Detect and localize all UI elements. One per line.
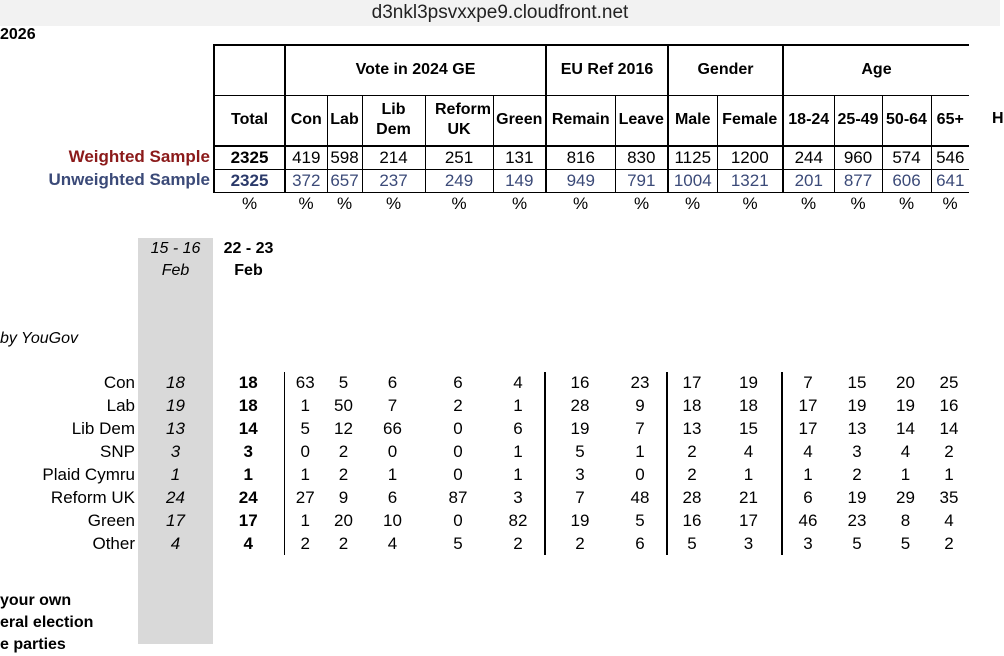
party-row xyxy=(0,509,968,532)
party-value: 5 xyxy=(852,533,862,553)
party-value: 27 xyxy=(284,486,326,509)
percent-cell: % xyxy=(511,194,528,213)
col-header-65plus: 65+ xyxy=(931,95,969,146)
col-header-reform-text: Reform UK xyxy=(435,101,492,139)
party-value: 2 xyxy=(338,465,349,484)
previous-total: 3 xyxy=(170,442,181,462)
party-value: 28 xyxy=(545,395,614,418)
col-header-25-49: 25-49 xyxy=(834,95,882,146)
party-value: 16 xyxy=(545,372,614,395)
current-total: 17 xyxy=(238,510,258,530)
party-value: 2 xyxy=(944,442,954,462)
previous-total: 17 xyxy=(166,510,185,530)
unweighted-sample-cell: 641 xyxy=(931,170,969,193)
party-value: 1 xyxy=(900,465,911,484)
current-total: 1 xyxy=(243,465,253,484)
weighted-sample-cell: 2325 xyxy=(214,146,285,170)
party-value: 4 xyxy=(387,533,398,553)
party-row xyxy=(0,486,968,509)
party-name: Lab xyxy=(106,396,135,416)
party-value: 0 xyxy=(453,419,463,439)
party-value: 0 xyxy=(284,441,326,464)
party-value: 16 xyxy=(667,509,716,532)
party-value: 9 xyxy=(635,396,645,416)
weighted-sample-cell: 830 xyxy=(615,146,668,170)
party-value: 4 xyxy=(743,442,754,462)
party-value: 28 xyxy=(667,486,716,509)
unweighted-sample-row xyxy=(214,170,969,193)
current-total: 14 xyxy=(238,419,258,439)
unweighted-sample-cell: 877 xyxy=(834,170,882,193)
party-value: 1 xyxy=(782,464,833,487)
unweighted-sample-cell: 657 xyxy=(327,170,362,193)
party-value: 19 xyxy=(545,418,614,441)
col-header-18-24: 18-24 xyxy=(783,95,834,146)
unweighted-sample-cell: 201 xyxy=(783,170,834,193)
party-row xyxy=(0,395,968,418)
party-row xyxy=(0,532,968,555)
party-value: 1 xyxy=(944,465,954,484)
question-text-fragment xyxy=(0,590,93,656)
party-value: 35 xyxy=(939,487,959,507)
percent-cell: % xyxy=(742,194,758,213)
current-total: 18 xyxy=(238,396,258,416)
party-value: 9 xyxy=(338,487,349,507)
party-value: 5 xyxy=(338,373,349,393)
weighted-sample-cell: 251 xyxy=(425,146,493,170)
party-value: 0 xyxy=(635,465,645,484)
group-eu-ref: EU Ref 2016 xyxy=(546,45,668,95)
weighted-sample-cell: 546 xyxy=(931,146,969,170)
party-value: 4 xyxy=(782,441,833,464)
party-value: 20 xyxy=(896,373,915,393)
crosstab-header xyxy=(213,44,969,215)
party-value: 87 xyxy=(448,487,468,507)
question-line-3: e parties xyxy=(0,636,66,653)
party-value: 1 xyxy=(284,509,326,532)
previous-date-range: 15 - 16 xyxy=(150,240,201,257)
weighted-sample-cell: 574 xyxy=(882,146,931,170)
party-value: 5 xyxy=(453,533,463,553)
party-name: Lib Dem xyxy=(71,419,135,439)
previous-total: 24 xyxy=(166,487,185,507)
party-name: Green xyxy=(87,510,135,530)
party-value: 2 xyxy=(944,533,954,553)
party-row xyxy=(0,464,968,487)
party-value: 7 xyxy=(545,486,614,509)
weighted-sample-cell: 1125 xyxy=(668,146,717,170)
party-value: 0 xyxy=(387,442,398,462)
party-value: 19 xyxy=(739,373,758,393)
party-value: 21 xyxy=(739,487,758,507)
percent-row xyxy=(214,193,969,216)
unweighted-sample-cell: 1004 xyxy=(668,170,717,193)
percent-cell: % xyxy=(451,194,467,213)
party-value: 1 xyxy=(387,465,398,484)
weighted-sample-label: Weighted Sample xyxy=(68,147,210,166)
party-name: Reform UK xyxy=(50,487,135,507)
weighted-sample-cell: 244 xyxy=(783,146,834,170)
party-value: 18 xyxy=(739,396,758,416)
party-value: 6 xyxy=(513,419,523,439)
party-value: 15 xyxy=(739,419,758,439)
party-value: 17 xyxy=(739,510,758,530)
question-line-1: your own xyxy=(0,592,72,609)
col-header-50-64: 50-64 xyxy=(882,95,931,146)
party-name: Other xyxy=(92,533,135,553)
party-row xyxy=(0,372,968,395)
previous-date-label xyxy=(138,238,213,282)
col-header-remain: Remain xyxy=(546,95,615,146)
party-value: 17 xyxy=(782,395,833,418)
current-total: 24 xyxy=(238,487,258,507)
party-value: 3 xyxy=(782,532,833,555)
weighted-sample-cell: 598 xyxy=(327,146,362,170)
party-value: 20 xyxy=(334,510,353,530)
unweighted-sample-cell: 1321 xyxy=(717,170,783,193)
current-date-month: Feb xyxy=(234,262,263,279)
party-row xyxy=(0,441,968,464)
party-value: 14 xyxy=(939,419,959,439)
blank-group-cell xyxy=(214,45,285,95)
percent-cell: % xyxy=(942,194,958,213)
percent-cell: % xyxy=(241,194,258,213)
percent-cell: % xyxy=(633,194,650,213)
party-value: 2 xyxy=(852,465,862,484)
party-value: 18 xyxy=(667,395,716,418)
party-value: 2 xyxy=(453,396,463,416)
party-value: 2 xyxy=(545,532,614,555)
percent-cell: % xyxy=(385,194,402,213)
question-line-2: eral election xyxy=(0,614,94,631)
source-fragment: by YouGov xyxy=(0,330,78,347)
party-value: 1 xyxy=(743,465,754,484)
party-value: 0 xyxy=(453,442,463,462)
party-value: 5 xyxy=(284,418,326,441)
percent-cell: % xyxy=(898,194,915,213)
party-value: 46 xyxy=(782,509,833,532)
party-value: 66 xyxy=(383,419,402,439)
year-fragment: 2026 xyxy=(0,26,36,43)
party-value: 3 xyxy=(743,533,754,553)
party-value: 16 xyxy=(939,396,959,416)
party-value: 14 xyxy=(896,419,915,439)
party-value: 3 xyxy=(852,442,862,462)
party-value: 1 xyxy=(635,442,645,462)
party-value: 1 xyxy=(513,396,523,416)
party-value: 1 xyxy=(284,395,326,418)
group-gender: Gender xyxy=(668,45,783,95)
col-header-female: Female xyxy=(717,95,783,146)
col-header-reform xyxy=(425,95,493,146)
col-header-leave: Leave xyxy=(615,95,668,146)
party-value: 5 xyxy=(900,533,911,553)
hidden-column-fragment: H xyxy=(992,110,1004,127)
party-value: 12 xyxy=(334,419,353,439)
party-value: 0 xyxy=(453,465,463,484)
browser-url-bar[interactable] xyxy=(0,0,1000,26)
percent-cell: % xyxy=(850,194,866,213)
group-age: Age xyxy=(783,45,969,95)
col-header-green: Green xyxy=(493,95,546,146)
weighted-sample-cell: 1200 xyxy=(717,146,783,170)
party-value: 7 xyxy=(387,396,398,416)
unweighted-sample-cell: 237 xyxy=(362,170,425,193)
party-value: 63 xyxy=(284,372,326,395)
party-value: 15 xyxy=(847,373,867,393)
group-vote-2024: Vote in 2024 GE xyxy=(285,45,546,95)
party-value: 19 xyxy=(896,396,915,416)
url-text: d3nkl3psvxxpe9.cloudfront.net xyxy=(371,2,629,23)
previous-total: 1 xyxy=(170,465,181,484)
party-value: 2 xyxy=(338,442,349,462)
previous-total: 13 xyxy=(166,419,185,439)
previous-total: 19 xyxy=(166,396,185,416)
party-value: 17 xyxy=(782,418,833,441)
unweighted-sample-cell: 149 xyxy=(493,170,546,193)
party-value: 2 xyxy=(667,464,716,487)
col-header-con: Con xyxy=(285,95,327,146)
party-value: 19 xyxy=(847,487,867,507)
current-date-label xyxy=(213,238,284,282)
current-total: 3 xyxy=(243,442,253,462)
party-value: 1 xyxy=(513,442,523,462)
party-value: 50 xyxy=(334,396,353,416)
party-value: 10 xyxy=(383,510,402,530)
weighted-sample-cell: 816 xyxy=(546,146,615,170)
party-value: 13 xyxy=(667,418,716,441)
current-date-range: 22 - 23 xyxy=(223,240,274,257)
party-value: 13 xyxy=(847,419,867,439)
column-header-row xyxy=(214,95,969,146)
party-value: 17 xyxy=(667,372,716,395)
col-header-male: Male xyxy=(668,95,717,146)
party-value: 4 xyxy=(944,510,954,530)
voting-intention-table xyxy=(0,372,968,555)
unweighted-sample-cell: 949 xyxy=(546,170,615,193)
unweighted-sample-cell: 2325 xyxy=(214,170,285,193)
party-value: 2 xyxy=(284,532,326,555)
unweighted-sample-cell: 372 xyxy=(285,170,327,193)
col-header-libdem: Lib Dem xyxy=(362,95,425,146)
party-name: SNP xyxy=(100,442,135,462)
party-value: 19 xyxy=(847,396,867,416)
party-value: 2 xyxy=(513,533,523,553)
group-header-row xyxy=(214,45,969,95)
current-total: 4 xyxy=(243,533,253,553)
party-value: 25 xyxy=(939,373,959,393)
percent-cell: % xyxy=(298,194,314,213)
unweighted-sample-cell: 606 xyxy=(882,170,931,193)
party-name: Con xyxy=(103,373,135,393)
party-value: 6 xyxy=(387,487,398,507)
party-value: 3 xyxy=(545,464,614,487)
party-value: 48 xyxy=(630,487,650,507)
previous-total: 4 xyxy=(170,533,181,553)
col-header-total: Total xyxy=(214,95,285,146)
party-value: 2 xyxy=(338,533,349,553)
previous-total: 18 xyxy=(166,373,185,393)
party-value: 7 xyxy=(782,372,833,395)
party-value: 4 xyxy=(900,442,911,462)
party-value: 0 xyxy=(453,510,463,530)
party-row xyxy=(0,418,968,441)
party-value: 5 xyxy=(545,441,614,464)
percent-cell: % xyxy=(336,194,353,213)
party-value: 7 xyxy=(635,419,645,439)
party-value: 5 xyxy=(635,510,645,530)
weighted-sample-cell: 214 xyxy=(362,146,425,170)
party-value: 1 xyxy=(284,464,326,487)
percent-cell: % xyxy=(800,194,817,213)
party-value: 6 xyxy=(387,373,398,393)
percent-cell: % xyxy=(572,194,589,213)
party-value: 6 xyxy=(453,373,463,393)
party-value: 82 xyxy=(508,510,528,530)
party-value: 23 xyxy=(630,373,650,393)
party-name: Plaid Cymru xyxy=(42,465,135,484)
party-value: 6 xyxy=(635,533,645,553)
party-value: 1 xyxy=(513,465,523,484)
weighted-sample-cell: 131 xyxy=(493,146,546,170)
previous-date-month: Feb xyxy=(161,262,190,279)
col-header-lab: Lab xyxy=(327,95,362,146)
party-value: 29 xyxy=(896,487,915,507)
party-value: 6 xyxy=(782,486,833,509)
unweighted-sample-cell: 791 xyxy=(615,170,668,193)
unweighted-sample-cell: 249 xyxy=(425,170,493,193)
party-value: 5 xyxy=(667,532,716,555)
party-value: 23 xyxy=(847,510,867,530)
weighted-sample-cell: 419 xyxy=(285,146,327,170)
unweighted-sample-label: Unweighted Sample xyxy=(48,170,210,189)
weighted-sample-row xyxy=(214,146,969,170)
party-value: 8 xyxy=(900,510,911,530)
weighted-sample-cell: 960 xyxy=(834,146,882,170)
current-total: 18 xyxy=(238,373,258,393)
party-value: 2 xyxy=(667,441,716,464)
party-value: 19 xyxy=(545,509,614,532)
percent-cell: % xyxy=(684,194,701,213)
party-value: 4 xyxy=(513,373,523,393)
party-value: 3 xyxy=(513,487,523,507)
